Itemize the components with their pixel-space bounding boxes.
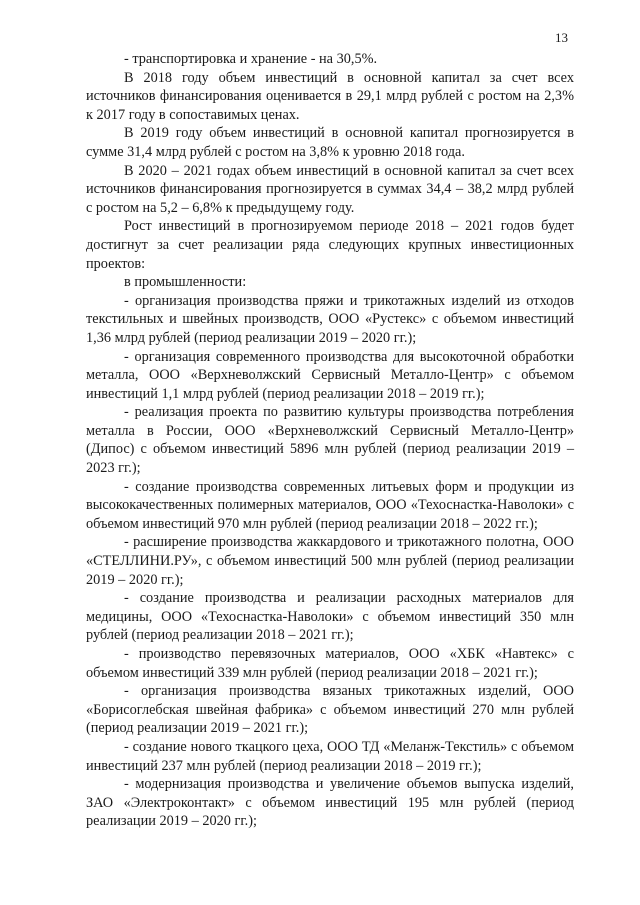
- paragraph-2018-investment: В 2018 году объем инвестиций в основной капитал за счет всех источников финансирования оценивается в 29,1 млрд рублей с ростом на 2,3% к 2017 году в сопоставимых ценах.: [86, 69, 574, 123]
- project-borisoglebsk: - организация производства вязаных трикотажных изделий, ООО «Борисоглебская швейная фабрика» с объемом инвестиций 270 млн рублей (период реализации 2019 – 2021 гг.);: [86, 683, 574, 737]
- paragraph-industry-heading: в промышленности:: [124, 274, 247, 291]
- project-metal-center-dipos: - реализация проекта по развитию культуры производства потребления металла в России, ООО «Верхневолжский Сервисный Металло-Центр» (Дипос) с объемом инвестиций 5896 млн рублей (период реализации 2019 – 2023 гг.);: [86, 404, 574, 477]
- paragraph-2019-investment: В 2019 году объем инвестиций в основной капитал прогнозируется в сумме 31,4 млрд рублей с ростом на 3,8% к уровню 2018 года.: [86, 125, 574, 160]
- document-body: [86, 50, 574, 831]
- paragraph-transport: - транспортировка и хранение - на 30,5%.: [124, 51, 378, 67]
- project-electrokontakt: - модернизация производства и увеличение объемов выпуска изделий, ЗАО «Электроконтакт» с объемом инвестиций 195 млн рублей (период реализации 2019 – 2020 гг.);: [86, 776, 574, 830]
- project-melange-textile: - создание нового ткацкого цеха, ООО ТД «Меланж-Текстиль» с объемом инвестиций 237 млн рублей (период реализации 2018 – 2019 гг.);: [86, 738, 574, 774]
- page-number: 13: [555, 30, 568, 45]
- paragraph-2020-2021-investment: В 2020 – 2021 годах объем инвестиций в основной капитал за счет всех источников финансирования прогнозируется в суммах 34,4 – 38,2 млрд рублей с ростом на 5,2 – 6,8% к предыдущему году.: [86, 162, 574, 216]
- project-stellini: - расширение производства жаккардового и трикотажного полотна, ООО «СТЕЛЛИНИ.РУ», с объемом инвестиций 500 млн рублей (период реализации 2019 – 2020 гг.);: [86, 534, 574, 588]
- project-metal-center-processing: - организация современного производства для высокоточной обработки металла, ООО «Верхневолжский Сервисный Металло-Центр» с объемом инвестиций 1,1 млрд рублей (период реализации 2018 – 2019 гг.);: [86, 348, 574, 402]
- paragraph-growth-projects: Рост инвестиций в прогнозируемом периоде 2018 – 2021 годов будет достигнут за счет реализации ряда следующих крупных инвестиционных проектов:: [86, 218, 574, 272]
- project-tehosnastka-molds: - создание производства современных литьевых форм и продукции из высококачественных полимерных материалов, ООО «Техоснастка-Наволоки» с объемом инвестиций 970 млн рублей (период реализации 2018 – 2022 гг.);: [86, 478, 574, 532]
- project-navtex: - производство перевязочных материалов, ООО «ХБК «Навтекс» с объемом инвестиций 339 млн рублей (период реализации 2018 – 2021 гг.);: [86, 646, 574, 681]
- project-rustex: - организация производства пряжи и трикотажных изделий из отходов текстильных и швейных производств, ООО «Рустекс» с объемом инвестиций 1,36 млрд рублей (период реализации 2019 – 2020 гг.);: [86, 292, 574, 346]
- project-tehosnastka-medical: - создание производства и реализации расходных материалов для медицины, ООО «Техоснастка-Наволоки» с объемом инвестиций 350 млн рублей (период реализации 2018 – 2021 гг.);: [86, 590, 574, 644]
